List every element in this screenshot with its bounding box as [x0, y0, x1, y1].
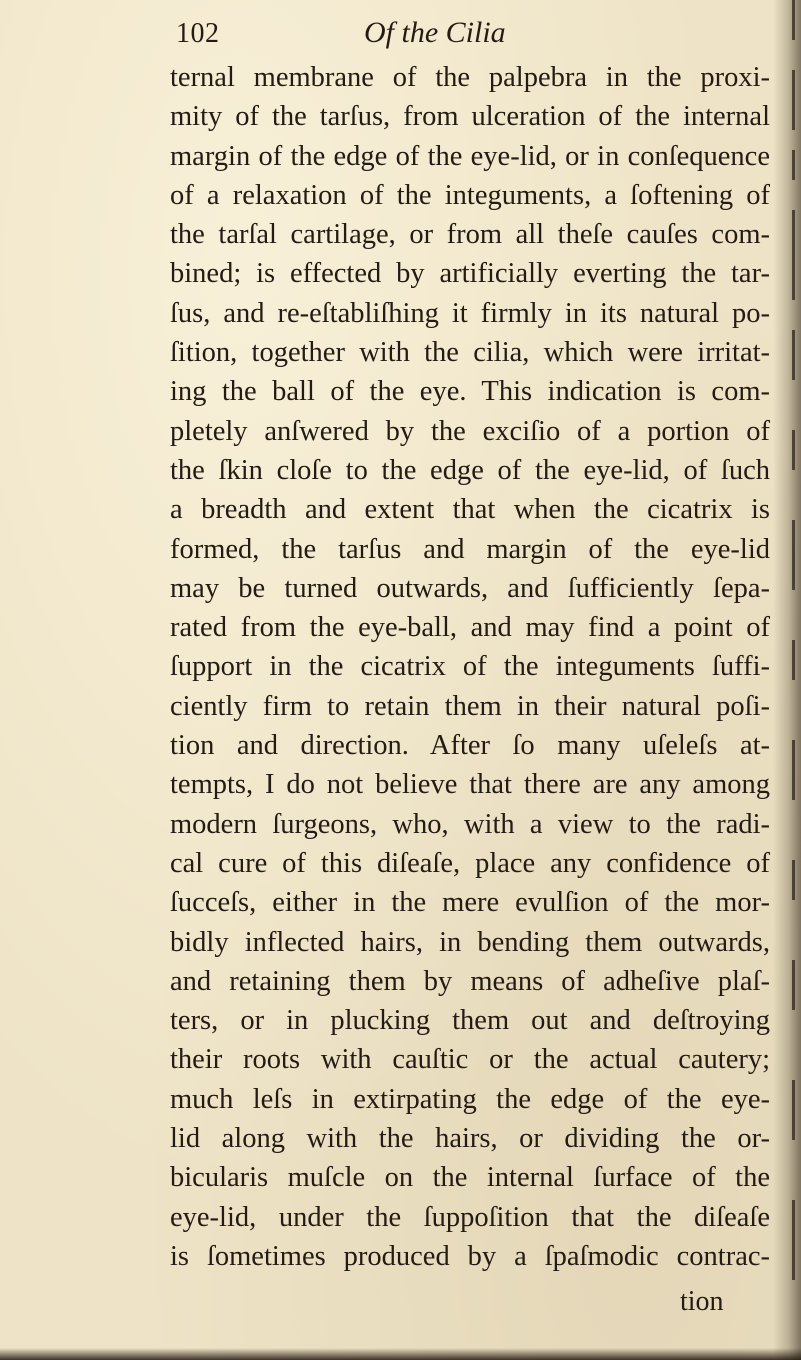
- page-edge-mark: [792, 1080, 795, 1140]
- page-header: [176, 10, 736, 54]
- page-edge-mark: [792, 330, 795, 380]
- text-line: lid along with the hairs, or dividing the or-: [170, 1123, 770, 1155]
- text-line: cal cure of this diſeaſe, place any confidence of: [170, 847, 770, 879]
- page-edge-mark: [792, 860, 795, 900]
- text-line: ing the ball of the eye. This indication is com-: [170, 376, 770, 408]
- page-edge-mark: [792, 1200, 795, 1280]
- page-edge-mark: [792, 740, 795, 800]
- text-line: ciently firm to retain them in their natural poſi-: [170, 690, 770, 722]
- page-edge-mark: [792, 430, 795, 470]
- body-text: [170, 58, 770, 1276]
- running-title: Of the Cilia: [364, 16, 506, 49]
- text-line: mity of the tarſus, from ulceration of the internal: [170, 101, 770, 133]
- page-edge-mark: [792, 150, 795, 180]
- text-line: the ſkin cloſe to the edge of the eye-lid, of ſuch: [170, 454, 770, 486]
- text-line: modern ſurgeons, who, with a view to the radi-: [170, 808, 770, 840]
- catchword: tion: [680, 1286, 724, 1317]
- text-line: may be turned outwards, and ſufficiently ſepa-: [170, 572, 770, 604]
- text-line: margin of the edge of the eye-lid, or in conſequence: [170, 140, 770, 172]
- page-edge-mark: [792, 640, 795, 680]
- text-line: ters, or in plucking them out and deſtroying: [170, 1005, 770, 1037]
- text-line: ternal membrane of the palpebra in the proxi-: [170, 62, 770, 93]
- text-line: of a relaxation of the integuments, a ſoftening of: [170, 179, 770, 211]
- page-edge-mark: [792, 520, 795, 590]
- text-line: tion and direction. After ſo many uſeleſs at-: [170, 730, 770, 762]
- text-line: ſupport in the cicatrix of the integuments ſuffi-: [170, 651, 770, 683]
- text-line: tempts, I do not believe that there are any among: [170, 769, 770, 801]
- text-line: bicularis muſcle on the internal ſurface of the: [170, 1162, 770, 1194]
- text-line: ſucceſs, either in the mere evulſion of the mor-: [170, 887, 770, 919]
- page-edge-mark: [792, 210, 795, 300]
- text-line: the tarſal cartilage, or from all theſe cauſes com-: [170, 219, 770, 251]
- text-line: pletely anſwered by the exciſio of a portion of: [170, 415, 770, 447]
- text-line: their roots with cauſtic or the actual cautery;: [170, 1044, 770, 1076]
- page-edge-mark: [792, 960, 795, 1010]
- text-line: bidly inflected hairs, in bending them outwards,: [170, 926, 770, 958]
- text-line: a breadth and extent that when the cicatrix is: [170, 494, 770, 526]
- text-line: eye-lid, under the ſuppoſition that the diſeaſe: [170, 1201, 770, 1233]
- page-edge-mark: [792, 70, 795, 130]
- text-line: bined; is effected by artificially everting the tar-: [170, 258, 770, 290]
- text-line: rated from the eye-ball, and may find a point of: [170, 612, 770, 644]
- page-edge-mark: [792, 0, 795, 40]
- text-line: much leſs in extirpating the edge of the eye-: [170, 1083, 770, 1115]
- text-line: ſus, and re-eſtabliſhing it firmly in its natural po-: [170, 297, 770, 329]
- text-line: and retaining them by means of adheſive plaſ-: [170, 965, 770, 997]
- text-line: ſition, together with the cilia, which were irritat-: [170, 337, 770, 369]
- page-edge-shadow: [773, 0, 801, 1360]
- text-line: formed, the tarſus and margin of the eye-lid: [170, 533, 770, 565]
- page-number: 102: [176, 18, 220, 49]
- page-bottom-edge: [0, 1348, 801, 1360]
- text-line: is ſometimes produced by a ſpaſmodic contrac-: [170, 1240, 770, 1272]
